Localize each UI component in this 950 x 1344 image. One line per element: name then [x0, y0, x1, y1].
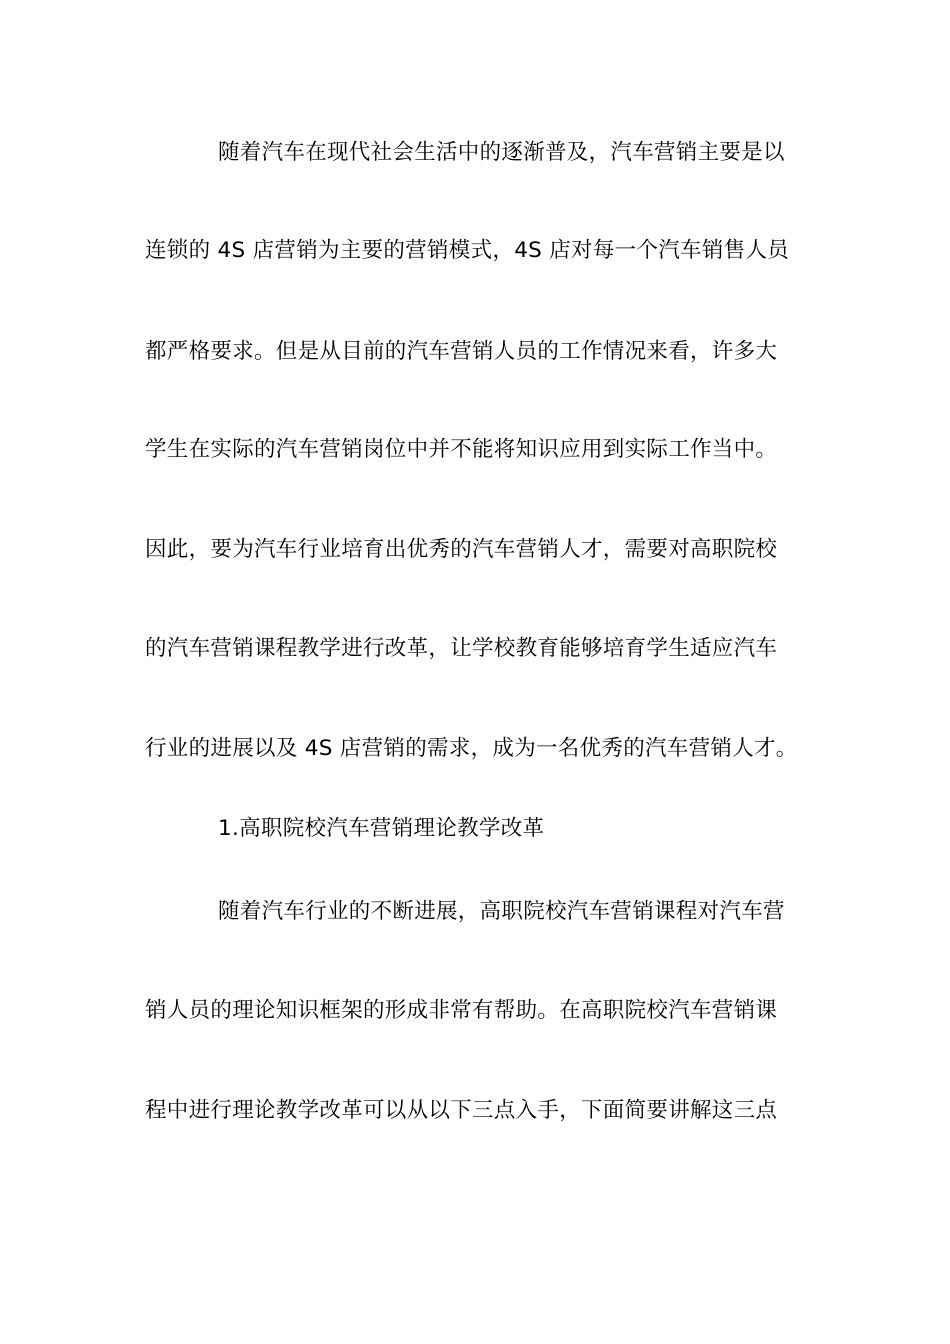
paragraph-1-line-4: 学生在实际的汽车营销岗位中并不能将知识应用到实际工作当中。 [145, 437, 778, 462]
paragraph-2-line-3: 程中进行理论教学改革可以从以下三点入手，下面简要讲解这三点 [145, 1098, 778, 1123]
section-heading: 1.高职院校汽车营销理论教学改革 [218, 816, 545, 841]
paragraph-1-line-5: 因此，要为汽车行业培育出优秀的汽车营销人才，需要对高职院校 [145, 537, 778, 562]
paragraph-1-line-1: 随着汽车在现代社会生活中的逐渐普及，汽车营销主要是以 [218, 140, 785, 165]
paragraph-1-line-7: 行业的进展以及 4S 店营销的需求，成为一名优秀的汽车营销人才。 [145, 736, 798, 761]
paragraph-1-line-2: 连锁的 4S 店营销为主要的营销模式，4S 店对每一个汽车销售人员 [145, 238, 790, 263]
paragraph-1-line-6: 的汽车营销课程教学进行改革，让学校教育能够培育学生适应汽车 [145, 636, 778, 661]
paragraph-2-line-1: 随着汽车行业的不断进展，高职院校汽车营销课程对汽车营 [218, 899, 785, 924]
paragraph-2-line-2: 销人员的理论知识框架的形成非常有帮助。在高职院校汽车营销课 [145, 998, 778, 1023]
paragraph-1-line-3: 都严格要求。但是从目前的汽车营销人员的工作情况来看，许多大 [145, 339, 778, 364]
